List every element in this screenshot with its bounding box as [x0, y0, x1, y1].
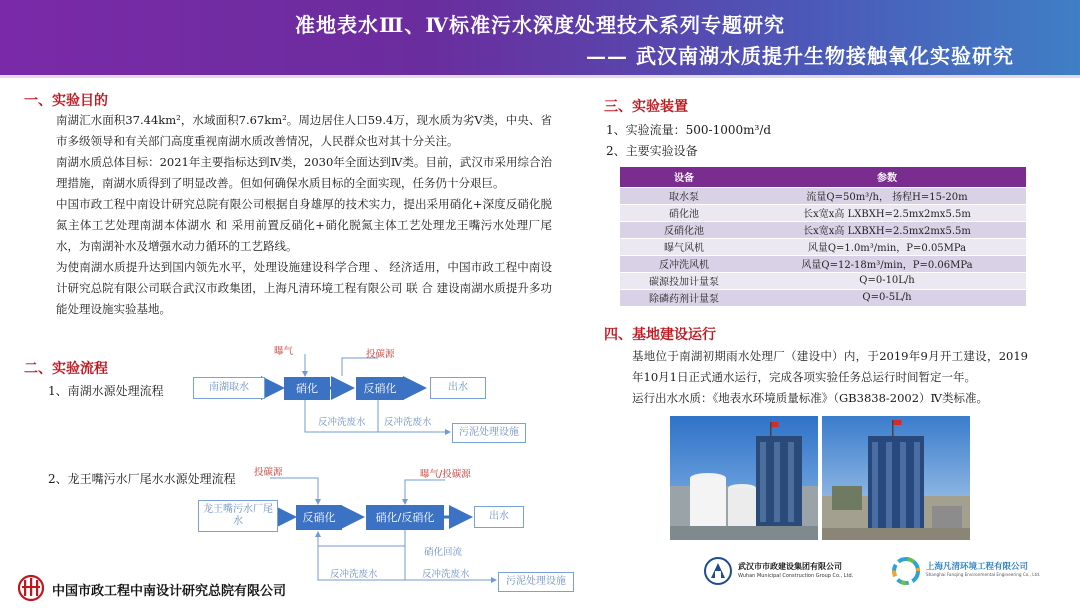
section4-body [604, 346, 1028, 409]
footer-org-name: 中国市政工程中南设计研究总院有限公司 [52, 584, 287, 599]
table-cell: 长x宽x高 LXBXH=2.5mx2mx5.5m [748, 221, 1026, 238]
flow-rate: 1、实验流量：500-1000m³/d [606, 123, 772, 137]
table-row [620, 187, 1026, 204]
flow2-backwash-label: 反冲洗废水 [330, 569, 378, 580]
table-cell: 流量Q=50m³/h， 扬程H=15-20m [748, 187, 1026, 204]
flow2-return-label: 硝化回流 [424, 547, 463, 558]
flow1-nitrification-box: 硝化 [284, 377, 330, 400]
partner1-name-en: Wuhan Municipal Construction Group Co., Ltd. [738, 573, 854, 579]
table-cell: 碳源投加计量泵 [620, 272, 748, 289]
flow1-backwash-label: 反冲洗废水 [318, 417, 366, 428]
table-cell: 除磷药剂计量泵 [620, 289, 748, 306]
flow2-sludge: 污泥处理设施 [498, 572, 574, 592]
table-cell: Q=0-10L/h [748, 272, 1026, 289]
flow1-carbon-line [342, 358, 378, 376]
table-cell: 反硝化池 [620, 221, 748, 238]
flow2-return-line [318, 530, 405, 546]
table-cell: 长x宽x高 LXBXH=2.5mx2mx5.5m [748, 204, 1026, 221]
partner2-name-en: Shanghai Fanqing Environmental Engineering Co., Ltd. [926, 572, 1041, 577]
flow1-sludge: 污泥处理设施 [452, 423, 526, 443]
page-title: 准地表水Ⅲ、Ⅳ标准污水深度处理技术系列专题研究 [294, 13, 786, 37]
flow1-aeration-label: 曝气 [274, 346, 294, 357]
table-cell: 反冲洗风机 [620, 255, 748, 272]
equipment-title: 2、主要实验设备 [606, 144, 698, 158]
table-row [620, 272, 1026, 289]
section4-standard: 运行出水水质：《地表水环境质量标准》（GB3838-2002）Ⅳ类标准。 [632, 391, 989, 405]
flow1-source: 南湖取水 [193, 377, 265, 399]
table-cell: 曝气风机 [620, 238, 748, 255]
partner2-name-cn: 上海凡清环境工程有限公司 [926, 562, 1029, 572]
flow2-backwash2-label: 反冲洗废水 [422, 569, 470, 580]
table-cell: 风量Q=12-18m³/min，P=0.06MPa [748, 255, 1026, 272]
flow2-title: 2、龙王嘴污水厂尾水水源处理流程 [48, 472, 236, 486]
flow2-aeration-label: 曝气/投碳源 [420, 469, 471, 480]
section1-heading: 一、实验目的 [24, 93, 108, 109]
equipment-table [620, 167, 1026, 306]
table-row [620, 255, 1026, 272]
table-cell: 硝化池 [620, 204, 748, 221]
flow1-backwash2-label: 反冲洗废水 [384, 417, 432, 428]
table-row [620, 289, 1026, 306]
table-cell: 风量Q=1.0m³/min，P=0.05MPa [748, 238, 1026, 255]
flow2-output: 出水 [474, 506, 524, 528]
table-header-cell: 设备 [620, 167, 748, 187]
section1-paragraph: 为使南湖水质提升达到国内领先水平，处理设施建设科学合理 、 经济适用，中国市政工程中南设计研究总院有限公司联合武汉市政集团，上海凡清环境工程有限公司 联 合 建设南湖水质提升多功能处理设施实验基地。 [56, 260, 552, 316]
table-cell: 取水泵 [620, 187, 748, 204]
shanghai-fanqing-logo-icon [890, 555, 922, 587]
section1-paragraph: 南湖水质总体目标：2021年主要指标达到Ⅳ类，2030年全面达到Ⅳ类。目前，武汉市采用综合治理措施，南湖水质得到了明显改善。但如何确保水质目标的全面实现，任务仍十分艰巨。 [56, 155, 552, 190]
flow1-output: 出水 [430, 377, 486, 399]
table-row [620, 204, 1026, 221]
site-photo-1 [670, 416, 818, 540]
section4-heading: 四、基地建设运行 [604, 327, 716, 343]
section3-heading: 三、实验装置 [604, 99, 688, 115]
flow2-denitrification-box: 反硝化 [296, 505, 342, 530]
page-subtitle: —— 武汉南湖水质提升生物接触氧化实验研究 [586, 44, 1014, 68]
section4-paragraph: 基地位于南湖初期雨水处理厂（建设中）内，于2019年9月开工建设，2019年10月1日正式通水运行，完成各项实验任务总运行时间暂定一年。 [632, 349, 1028, 384]
table-header-cell: 参数 [748, 167, 1026, 187]
flow1-carbon-label: 投碳源 [366, 349, 395, 360]
table-header-row [620, 167, 1026, 187]
table-row [620, 238, 1026, 255]
flow1-denitrification-box: 反硝化 [356, 377, 404, 400]
table-row [620, 221, 1026, 238]
table-cell: Q=0-5L/h [748, 289, 1026, 306]
csmedi-logo-icon [16, 574, 46, 602]
flow1-title: 1、南湖水源处理流程 [48, 384, 164, 398]
section2-heading: 二、实验流程 [24, 361, 108, 377]
section1-paragraph: 中国市政工程中南设计研究总院有限公司根据自身雄厚的技术实力，提出采用硝化+深度反硝化脱氮主体工艺处理南湖本体湖水 和 采用前置反硝化+硝化脱氮主体工艺处理龙王嘴污水处理厂尾水，为南湖补水及增强水动力循环的工艺路线。 [56, 197, 552, 253]
partner1-name-cn: 武汉市市政建设集团有限公司 [738, 562, 842, 571]
flow2-nitri-denitri-box: 硝化/反硝化 [366, 505, 444, 530]
wuhan-municipal-logo-icon [702, 556, 734, 586]
site-photo-2 [822, 416, 970, 540]
section1-paragraph: 南湖汇水面积37.44km²，水域面积7.67km²。周边居住人口59.4万，现水质为劣V类，中央、省市多级领导和有关部门高度重视南湖水质改善情况，人民群众也对其十分关注。 [56, 113, 552, 148]
flow2-aeration-line [405, 480, 445, 504]
flow2-source: 龙王嘴污水厂尾水 [198, 500, 278, 532]
flow2-carbon-label: 投碳源 [254, 467, 283, 478]
